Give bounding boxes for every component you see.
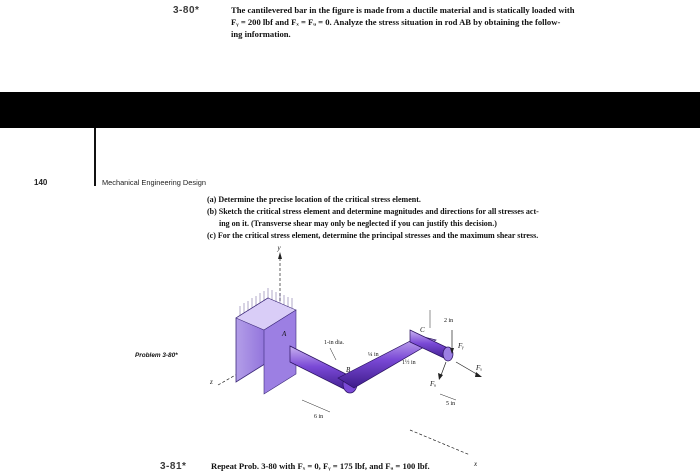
x-axis-label: x (474, 460, 478, 468)
problem-3-80-line-3: ing information. (231, 29, 291, 39)
label-C: C (420, 326, 425, 334)
x-axis (410, 430, 470, 455)
dia-leader (330, 348, 336, 360)
problem-number-3-81: 3-81* (160, 461, 187, 472)
six-in-dim-line (302, 400, 330, 412)
label-Fy: Fᵧ (458, 342, 464, 350)
label-five-in: 5 in (446, 401, 456, 407)
y-axis-label: y (277, 244, 281, 252)
label-six-in: 6 in (314, 414, 324, 420)
label-Fx: Fₓ (476, 364, 483, 372)
force-Fz-arrow (438, 373, 443, 380)
label-quarter-in: ¼ in (368, 352, 379, 358)
label-Fz: Fᵤ (430, 380, 437, 388)
label-dia: 1-in dia. (324, 340, 344, 346)
figure-caption: Problem 3-80* (135, 352, 178, 359)
y-axis-arrow (278, 252, 282, 259)
label-one-half-in: 1½ in (402, 360, 416, 366)
page-number: 140 (34, 178, 48, 187)
book-title: Mechanical Engineering Design (102, 178, 206, 187)
problem-3-80-line-1: The cantilevered bar in the figure is made from a ductile material and is statically loaded with (231, 5, 575, 15)
rod-AB (290, 346, 350, 392)
label-A: A (282, 330, 287, 338)
problem-number-3-80: 3-80* (173, 5, 200, 16)
item-b-line-1: (b) Sketch the critical stress element and determine magnitudes and directions for all stresses act- (207, 207, 539, 216)
item-b-line-2: ing on it. (Transverse shear may only be neglected if you can justify this decision.) (219, 219, 497, 228)
z-axis-label: z (210, 378, 213, 386)
label-B: B (346, 366, 351, 374)
five-in-dim-line (440, 394, 456, 400)
problem-3-81-text: Repeat Prob. 3-80 with Fₓ = 0, Fᵧ = 175 lbf, and Fᵤ = 100 lbf. (211, 461, 430, 471)
rod-C (410, 330, 448, 360)
item-a: (a) Determine the precise location of the critical stress element. (207, 195, 421, 204)
problem-3-80-line-2: Fᵧ = 200 lbf and Fₓ = Fᵤ = 0. Analyze the stress situation in rod AB by obtaining the follow- (231, 17, 561, 27)
item-c: (c) For the critical stress element, determine the principal stresses and the maximum shear stress. (207, 231, 539, 240)
label-two-in: 2 in (444, 318, 454, 324)
force-Fx-arrow (475, 372, 482, 377)
